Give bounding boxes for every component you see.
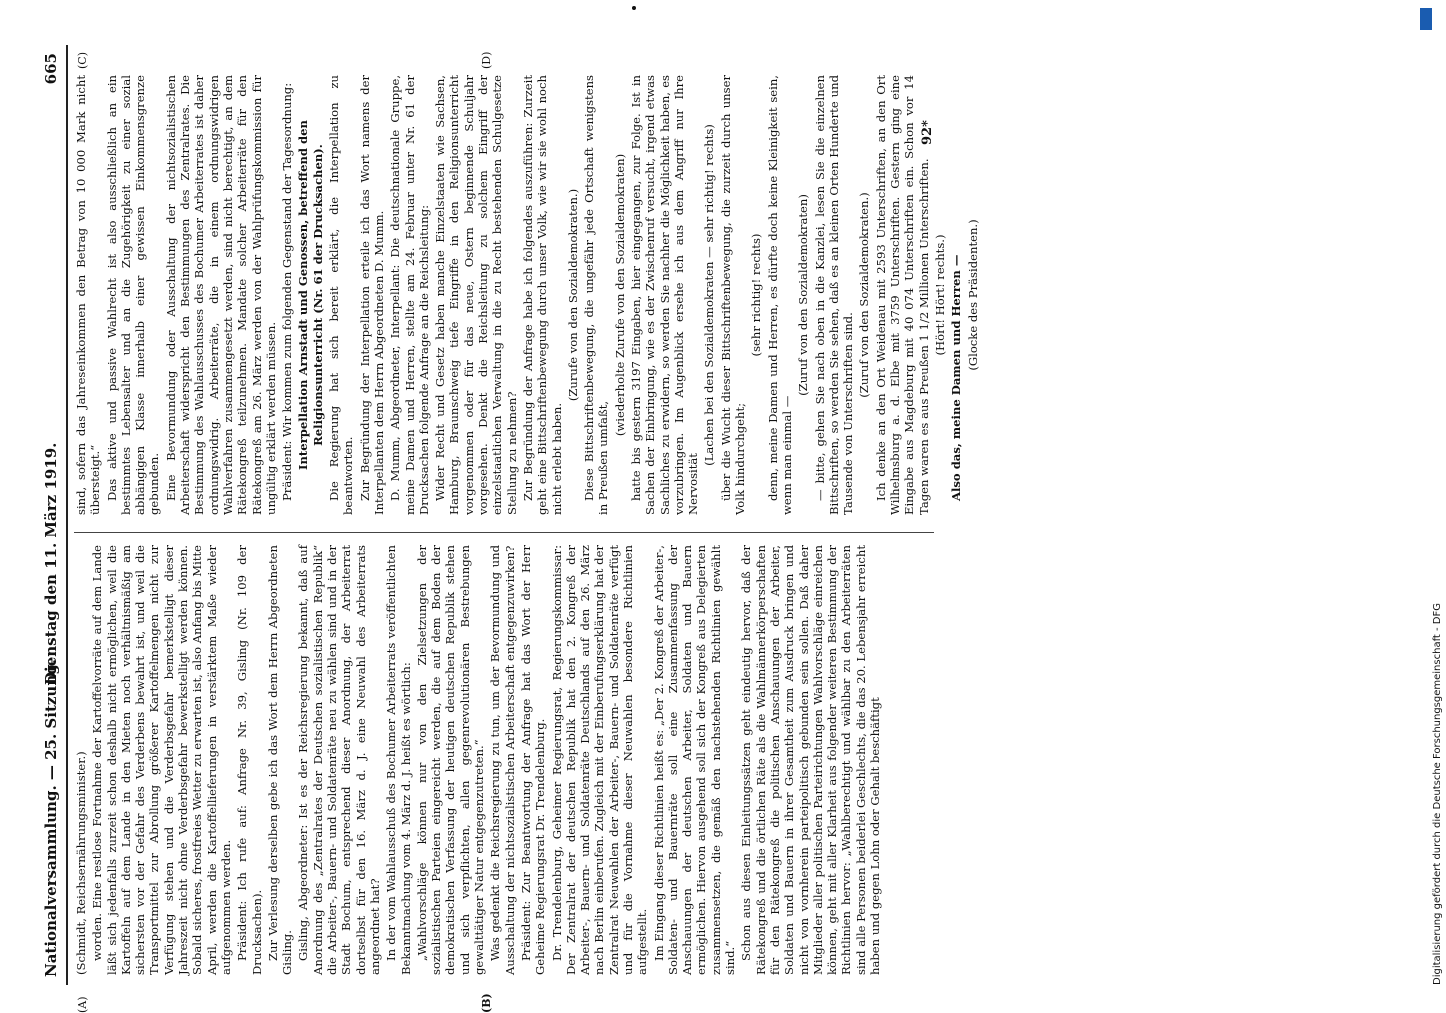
paragraph: Präsident: Wir kommen zum folgenden Gegenstand der Tagesordnung:: [280, 82, 295, 501]
paragraph: Im Eingang dieser Richtlinien heißt es: „Der 2. Kongreß der Arbeiter-, Soldaten- und Bauernräte soll eine Zusammenfassung der Anschauungen der deutschen Arbeiter, Soldaten und Bauern ermöglichen. Hiervon ausgehend soll sich der Kongreß aus Delegierten zusammensetzen, die gemäß den nachstehenden Richtlinien gewählt sind.“: [651, 545, 738, 975]
paragraph: Wider Recht und Gesetz haben manche Einzelstaaten wie Sachsen, Hamburg, Braunschweig tiefe Eingriffe in den Religionsunterricht vorgenommen oder für das neue, Ostern beginnende Schuljahr vorgesehen. Denkt die Reichsleitung zu solchem Eingriff der einzelstaatlichen Verwaltung in die zu Recht bestehenden Schulgesetze Stellung zu nehmen?: [433, 75, 519, 515]
interjection: (Zuruf von den Sozialdemokraten.): [857, 192, 872, 398]
page-header: [40, 45, 66, 985]
header-left: Nationalversammlung. — 25. Sitzung.: [42, 659, 60, 977]
paragraph: Zur Begründung der Interpellation erteile ich das Wort namens der Interpellanten dem Herrn Abgeordneten D. Mumm.: [357, 75, 386, 515]
header-center: Dienstag den 11. März 1919.: [42, 442, 60, 685]
paragraph: Präsident: Ich rufe auf: Anfrage Nr. 39, Gisling (Nr. 109 der Drucksachen).: [235, 545, 264, 975]
interjection: (wiederholte Zurufe von den Sozialdemokraten): [612, 153, 627, 437]
interjection: (Zurufe von den Sozialdemokraten.): [565, 188, 580, 402]
signature-mark: 92*: [920, 120, 935, 145]
speaker-line: (Schmidt, Reichsernährungsminister.): [74, 751, 88, 975]
paragraph: — bitte, gehen Sie nach oben in die Kanzlei, lesen Sie die einzelnen Bittschriften, so werden Sie sehen, daß es an kleinen Orten Hunderte und Tausende von Unterschriften sind.: [812, 75, 856, 515]
dfg-logo-icon: [1420, 8, 1432, 30]
paragraph: worden. Eine restlose Fortnahme der Kartoffelvorräte auf dem Lande läßt sich jedenfalls zurzeit schon deshalb nicht ermöglichen, weil die Kartoffeln auf dem Lande in den Mieten noch verhältnismäßig am sichersten vor der Gefahr des Verderbens bewahrt ist, und weil die Transportmittel zur Abrollung größerer Kartoffelmengen nicht zur Verfügung stehen und die Verderbsgefahr bemerkstelligt dieser Jahreszeit nicht ohne Verderbsgefahr bewerkstelligt werden können. Sobald sicheres, frostfreies Wetter zu erwarten ist, also Anfang bis Mitte April, werden die Kartoffellieferungen in verstärktem Maße wieder aufgenommen werden.: [90, 545, 233, 975]
paragraph: hatte bis gestern 3197 Eingaben, hier eingegangen, zur Folge. Ist in Sachen der Einbringung, wie es der Zwischenruf versucht, irgend etwas Sachliches zu erwidern, so werden Sie nachher die Möglichkeit haben, es vorzubringen. Im Augenblick ersehe ich aus dem Angriff nur Ihre Nervosität: [628, 75, 701, 515]
paragraph: Diese Bittschriftenbewegung, die ungefähr jede Ortschaft wenigstens in Preußen umfaßt,: [582, 75, 611, 515]
column-separator: [74, 532, 934, 533]
interjection: (Zuruf von den Sozialdemokraten): [796, 194, 811, 396]
paragraph: Zur Verlesung derselben gebe ich das Wort dem Herrn Abgeordneten Gisling.: [265, 545, 295, 975]
paragraph: Was gedenkt die Reichsregierung zu tun, um der Bevormundung und Ausschaltung der nichtsozialistischen Arbeiterschaft entgegenzuwirken?: [488, 545, 517, 975]
paragraph: Präsident: Zur Beantwortung der Anfrage hat das Wort der Herr Geheime Regierungsrat Dr. Trendelenburg.: [518, 545, 548, 975]
paragraph: Das aktive und passive Wahlrecht ist also ausschließlich an ein bestimmtes Lebensalter und an die Zugehörigkeit zu einer sozial abhängigen Klasse innerhalb einer gewissen Einkommensgrenze gebunden.: [104, 75, 162, 515]
paragraph: Dr. Trendelenburg, Geheimer Regierungsrat, Regierungskommissar: Der Zentralrat der deutschen Republik hat den 2. Kongreß der Arbeiter-, Bauern- und Soldatenräte Deutschlands auf den 26. März nach Berlin einberufen. Zugleich mit der Einberufungserklärung hat der Zentralrat Neuwahlen der Arbeiter-, Bauern- und Soldatenräte verfügt und für die Vornahme dieser Neuwahlen besondere Richtlinien aufgestellt.: [549, 545, 650, 975]
digitization-note: Digitalisierung gefördert durch die Deutsche Forschungsgemeinschaft - DFG: [1432, 602, 1443, 985]
interjection: (Hört! Hört! rechts.): [932, 234, 947, 356]
paragraph: Gisling, Abgeordneter: Ist es der Reichsregierung bekannt, daß auf Anordnung des „Zentralrates der Deutschen sozialistischen Republik“ die Arbeiter-, Bauern- und Soldatenräte neu zu wählen sind und in der Stadt Bochum, entsprechend dieser Anordnung, der Arbeiterrat dortselbst für den 16. März d. J. eine Neuwahl des Arbeiterrats angeordnet hat?: [296, 545, 382, 975]
paragraph: Zur Begründung der Anfrage habe ich folgendes auszuführen: Zurzeit geht eine Bittschriftenbewegung durch unser Volk, wie wir sie wohl noch nicht erlebt haben.: [520, 75, 564, 515]
interjection: (sehr richtig! rechts): [749, 233, 764, 357]
paragraph: über die Wucht dieser Bittschriftenbewegung, die zurzeit durch unser Volk hindurchgeht;: [718, 75, 748, 515]
paragraph: D. Mumm, Abgeordneter, Interpellant: Die deutschnationale Gruppe, meine Damen und Herren, stellte am 24. Februar unter Nr. 61 der Drucksachen folgende Anfrage an die Reichsleitung:: [388, 75, 431, 515]
rotated-page-content: [40, 45, 1400, 1013]
margin-marker-b: (B): [480, 993, 493, 1013]
paragraph: Schon aus diesen Einleitungssätzen geht eindeutig hervor, daß der Rätekongreß und die örtlichen Räte als die Wahlmännerkörperschaften für den Rätekongreß die politischen Anschauungen der Arbeiter, Soldaten und Bauern in ihrer Gesamtheit zum Ausdruck bringen und nicht von vornherein parteipolitisch gebunden sein sollen. Daß daher Mitglieder aller politischen Parteirichtungen Wahlvorschläge einreichen können, geht mit aller Klarheit aus folgender weiteren Bestimmung der Richtlinien hervor: „Wahlberechtigt und wählbar zu den Arbeiterräten sind alle Personen beiderlei Geschlechts, die das 20. Lebensjahr erreicht haben und gegen Lohn oder Gehalt beschäftigt: [739, 545, 883, 975]
margin-marker-a: (A): [76, 996, 89, 1013]
interpellation-heading: Interpellation Arnstadt und Genossen, betreffend den Religionsunterricht (Nr. 61 der Drucksachen).: [296, 120, 325, 470]
paragraph: In der vom Wahlausschuß des Bochumer Arbeiterrats veröffentlichten Bekanntmachung vom 4. März d. J. heißt es wörtlich:: [384, 545, 413, 975]
header-rule: [66, 45, 68, 985]
margin-marker-c: (C): [76, 52, 89, 69]
margin-marker-d: (D): [480, 51, 493, 69]
left-column: [74, 545, 884, 975]
paragraph: Also das, meine Damen und Herren —: [949, 254, 964, 501]
interjection: (Lachen bei den Sozialdemokraten — sehr richtig! rechts): [702, 124, 717, 466]
paragraph: „Wahlvorschläge können nur von den Zielsetzungen der sozialistischen Parteien eingereicht werden, die auf dem Boden der demokratischen Verfassung der heutigen deutschen Republik stehen und sich verpflichten, allen gegenrevolutionären Bestrebungen gewalttätiger Natur entgegenzutreten.“: [414, 545, 487, 975]
paragraph: denn, meine Damen und Herren, es dürfte doch keine Kleinigkeit sein, wenn man einmal —: [765, 75, 794, 515]
paragraph: Eine Bevormundung oder Ausschaltung der nichtsozialistischen Arbeiterschaft widerspricht den Bestimmungen des Zentralrates. Die Bestimmung des Wahlausschusses des Bochumer Arbeiterrates ist daher ordnungswidrig. Arbeiterräte, die in einem ordnungswidrigen Wahlverfahren zusammengesetzt werden, sind nicht berechtigt, an dem Rätekongreß teilzunehmen. Mandate solcher Arbeiterräte für den Rätekongreß am 26. März werden von der Wahlprüfungskommission für ungültig erklärt werden müssen.: [163, 75, 278, 515]
interjection: (Glocke des Präsidenten.): [965, 219, 980, 371]
paragraph: sind, sofern das Jahreseinkommen den Betrag von 10 000 Mark nicht übersteigt.“: [74, 75, 103, 515]
paragraph: Die Regierung hat sich bereit erklärt, die Interpellation zu beantworten.: [327, 75, 356, 515]
right-column: [74, 75, 982, 515]
paragraph: Ich denke an den Ort Weidenau mit 2593 Unterschriften, an den Ort Wilhelmsburg a. d. Elbe mit 3759 Unterschriften. Gestern ging eine Eingabe aus Magdeburg mit 40 074 Unterschriften ein. Schon vor 14 Tagen waren es aus Preußen 1 1/2 Millionen Unterschriften.: [873, 75, 931, 515]
print-dot: [632, 6, 636, 10]
page-number: 665: [42, 53, 60, 85]
